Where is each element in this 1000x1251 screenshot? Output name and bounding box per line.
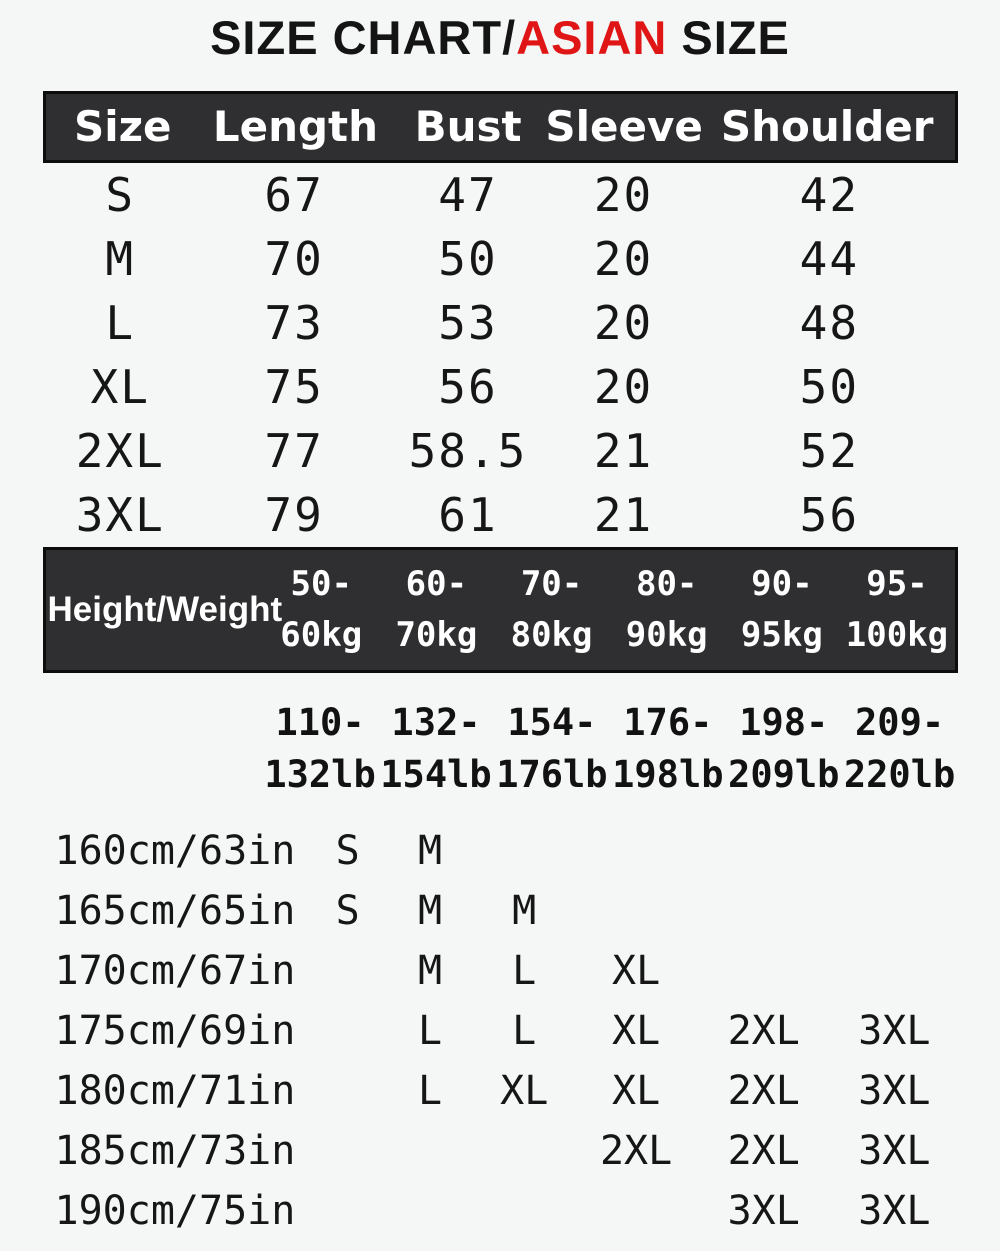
lb-range (494, 697, 610, 801)
height-row (43, 941, 958, 1001)
height-row (43, 1001, 958, 1061)
size-cell: 3XL (858, 1188, 931, 1234)
size-cell: L (417, 1068, 443, 1114)
height-row (43, 881, 958, 941)
header-cell-shoulder: Shoulder (720, 102, 934, 151)
cell-sleeve: 21 (593, 488, 654, 542)
size-cell: M (417, 828, 443, 874)
cell-length: 73 (264, 296, 324, 350)
size-cell: 2XL (727, 1008, 800, 1054)
height-weight-label: Height/Weight (47, 590, 283, 629)
kg-range-bottom: 80kg (510, 615, 593, 655)
cell-length: 70 (264, 232, 324, 286)
cell-bust: 58.5 (408, 424, 528, 478)
cell-size: 3XL (75, 488, 165, 542)
table-row (43, 227, 958, 291)
table-row (43, 291, 958, 355)
size-cell: 2XL (599, 1128, 673, 1174)
height-label: 175cm/69in (54, 1008, 296, 1054)
size-cell: M (417, 948, 443, 994)
size-cell: XL (611, 1008, 661, 1054)
size-cell: 2XL (727, 1128, 800, 1174)
cell-bust: 61 (438, 488, 498, 542)
cell-bust: 47 (438, 168, 498, 222)
kg-range (609, 550, 724, 670)
size-cell: M (512, 888, 537, 934)
cell-length: 79 (264, 488, 324, 542)
kg-range-bottom: 100kg (845, 615, 949, 655)
kg-range (494, 550, 609, 670)
height-label: 170cm/67in (54, 948, 296, 994)
cell-sleeve: 21 (593, 424, 654, 478)
lb-range-bottom: 220lb (843, 753, 956, 796)
lb-range-top: 132- (391, 701, 481, 745)
cell-size: M (105, 232, 136, 286)
height-label: 180cm/71in (54, 1068, 296, 1114)
size-table-body (43, 163, 958, 547)
lb-range (726, 697, 842, 801)
cell-bust: 56 (438, 360, 498, 414)
kg-range-top: 60- (405, 564, 468, 604)
lb-range-top: 176- (623, 701, 713, 745)
kg-range-top: 90- (751, 564, 813, 604)
height-row (43, 1181, 958, 1241)
height-label: 165cm/65in (54, 888, 296, 934)
kg-range-top: 70- (520, 564, 583, 604)
cell-size: S (105, 168, 136, 222)
header-cell-size: Size (73, 102, 172, 151)
header-cell-sleeve: Sleeve (545, 102, 703, 151)
size-cell: S (335, 888, 360, 934)
size-cell: L (512, 948, 537, 994)
lb-range (378, 697, 494, 801)
lb-range-top: 110- (275, 701, 365, 745)
height-row (43, 1061, 958, 1121)
kg-range-top: 80- (635, 564, 698, 604)
height-row (43, 821, 958, 881)
lb-range-bottom: 198lb (612, 753, 724, 796)
lb-spacer (43, 697, 263, 801)
cell-sleeve: 20 (593, 232, 654, 286)
cell-sleeve: 20 (593, 168, 654, 222)
size-cell: S (335, 828, 360, 874)
cell-shoulder: 44 (799, 232, 860, 286)
lb-ranges-row (43, 697, 958, 801)
kg-range (379, 550, 494, 670)
kg-range-bottom: 95kg (740, 615, 823, 655)
kg-range (839, 550, 954, 670)
size-cell: 3XL (858, 1068, 931, 1114)
size-cell: XL (611, 1068, 661, 1114)
cell-size: L (105, 296, 136, 350)
header-cell-length: Length (212, 102, 379, 151)
cell-shoulder: 42 (799, 168, 860, 222)
table-row (43, 483, 958, 547)
height-row (43, 1121, 958, 1181)
table-row (43, 419, 958, 483)
height-label: 185cm/73in (54, 1128, 296, 1174)
header-cell-bust: Bust (414, 102, 522, 151)
cell-sleeve: 20 (593, 296, 654, 350)
size-cell: 3XL (858, 1008, 931, 1054)
lb-range-top: 198- (739, 701, 829, 745)
title-text-left: SIZE CHART/ (210, 11, 517, 64)
kg-range (264, 550, 379, 670)
cell-shoulder: 52 (799, 424, 860, 478)
cell-bust: 50 (438, 232, 498, 286)
size-cell: 3XL (858, 1128, 931, 1174)
kg-range-top: 50- (290, 564, 352, 604)
cell-size: 2XL (75, 424, 165, 478)
title-text-right: SIZE (667, 11, 790, 64)
page-title (0, 0, 1000, 65)
size-cell: 3XL (727, 1188, 800, 1234)
size-cell: XL (611, 948, 661, 994)
cell-bust: 53 (438, 296, 498, 350)
cell-length: 75 (264, 360, 324, 414)
height-label: 160cm/63in (54, 828, 296, 874)
size-cell: M (417, 888, 443, 934)
size-cell: 2XL (727, 1068, 800, 1114)
lb-range-bottom: 176lb (496, 753, 608, 796)
cell-length: 67 (264, 168, 324, 222)
lb-range (610, 697, 726, 801)
lb-range (262, 697, 378, 801)
lb-range-top: 209- (855, 701, 945, 745)
table-row (43, 355, 958, 419)
cell-shoulder: 56 (799, 488, 860, 542)
cell-size: XL (90, 360, 150, 414)
lb-range-bottom: 132lb (264, 753, 376, 796)
height-label: 190cm/75in (54, 1188, 296, 1234)
kg-range-top: 95- (866, 564, 928, 604)
cell-length: 77 (264, 424, 324, 478)
height-size-grid (43, 821, 958, 1241)
size-cell: L (417, 1008, 443, 1054)
lb-range-bottom: 209lb (728, 753, 840, 796)
table-row (43, 163, 958, 227)
cell-shoulder: 48 (799, 296, 860, 350)
height-weight-bar (43, 547, 958, 673)
kg-range (724, 550, 839, 670)
lb-range-top: 154- (507, 701, 597, 745)
title-accent-asian: ASIAN (516, 11, 668, 64)
cell-sleeve: 20 (593, 360, 654, 414)
lb-range (842, 697, 958, 801)
size-table-header-bar (43, 91, 958, 163)
size-cell: L (512, 1008, 537, 1054)
kg-range-bottom: 70kg (395, 615, 478, 655)
size-cell: XL (500, 1068, 549, 1114)
lb-range-bottom: 154lb (380, 753, 492, 796)
kg-range-bottom: 90kg (625, 615, 708, 655)
cell-shoulder: 50 (799, 360, 860, 414)
kg-range-bottom: 60kg (280, 615, 363, 655)
